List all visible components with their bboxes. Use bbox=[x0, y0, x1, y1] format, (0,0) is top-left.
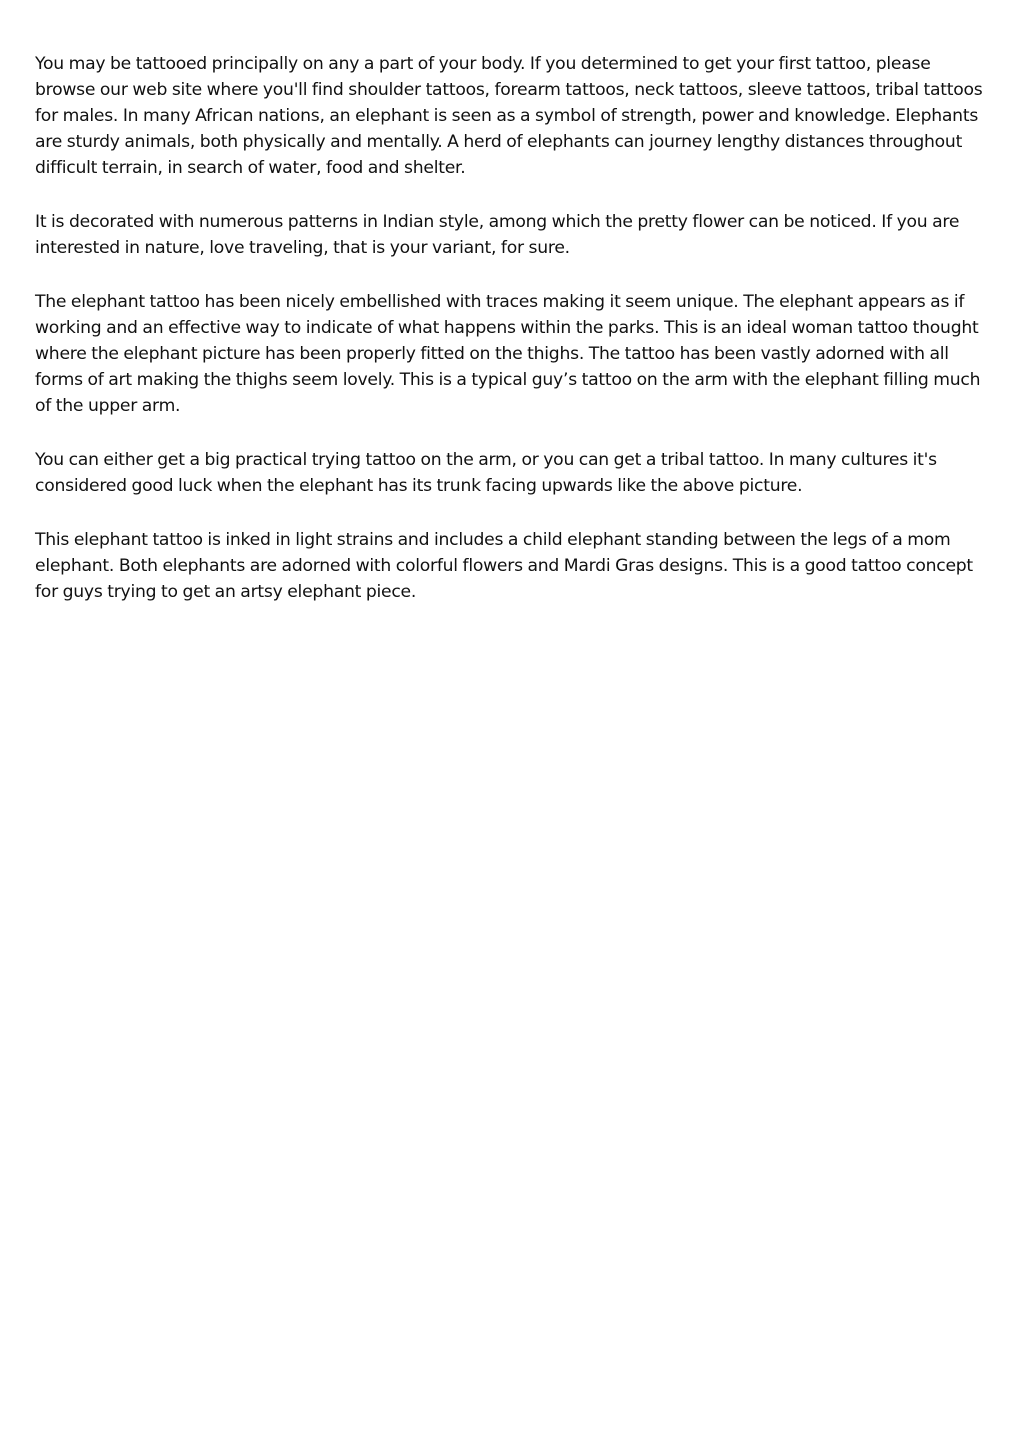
paragraph-1: You may be tattooed principally on any a part of your body. If you determined to get your first tattoo, please browse our web site where you'll find shoulder tattoos, forearm tattoos, neck tattoos, sleeve tattoos, tribal tattoos for males. In many African nations, an elephant is seen as a symbol of strength, power and knowledge. Elephants are sturdy animals, both physically and mentally. A herd of elephants can journey lengthy distances throughout difficult terrain, in search of water, food and shelter. bbox=[35, 54, 983, 178]
document-page bbox=[35, 51, 987, 633]
paragraph-2: It is decorated with numerous patterns in Indian style, among which the pretty flower can be noticed. If you are interested in nature, love traveling, that is your variant, for sure. bbox=[35, 212, 960, 258]
paragraph-3: The elephant tattoo has been nicely embellished with traces making it seem unique. The elephant appears as if working and an effective way to indicate of what happens within the parks. This is an ideal woman tattoo thought where the elephant picture has been properly fitted on the thighs. The tattoo has been vastly adorned with all forms of art making the thighs seem lovely. This is a typical guy’s tattoo on the arm with the elephant filling much of the upper arm. bbox=[35, 292, 981, 416]
paragraph-5: This elephant tattoo is inked in light strains and includes a child elephant standing between the legs of a mom elephant. Both elephants are adorned with colorful flowers and Mardi Gras designs. This is a good tattoo concept for guys trying to get an artsy elephant piece. bbox=[35, 530, 973, 602]
paragraph-4: You can either get a big practical trying tattoo on the arm, or you can get a tribal tattoo. In many cultures it's considered good luck when the elephant has its trunk facing upwards like the above picture. bbox=[35, 450, 937, 496]
